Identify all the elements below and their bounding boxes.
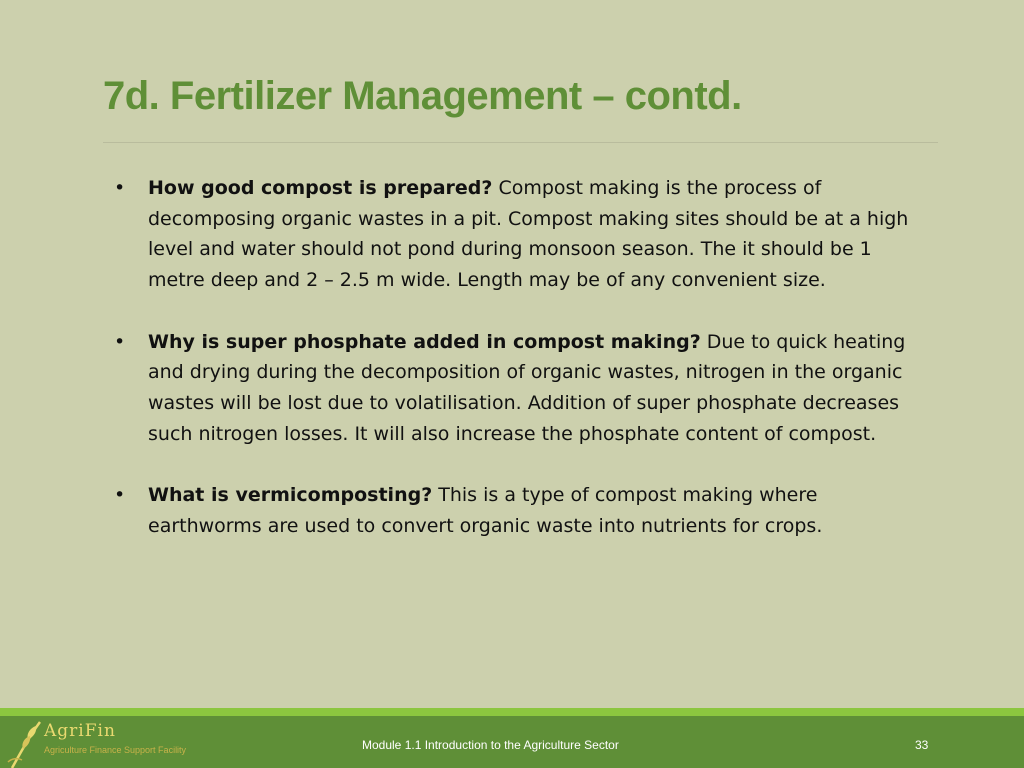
wheat-icon (6, 716, 46, 768)
bullet-item (104, 173, 924, 296)
bullet-question: How good compost is prepared? (148, 177, 493, 199)
title-divider (103, 142, 938, 143)
agrifin-logo (6, 716, 236, 768)
bullet-item (104, 480, 924, 541)
footer-stripe (0, 708, 1024, 716)
bullet-question: Why is super phosphate added in compost making? (148, 330, 701, 353)
bullet-icon: • (114, 484, 126, 506)
footer-bar (0, 716, 1024, 768)
logo-tagline: Agriculture Finance Support Facility (44, 745, 187, 755)
bullet-icon: • (114, 330, 126, 353)
footer-module-text: Module 1.1 Introduction to the Agriculture Sector (362, 738, 619, 752)
bullet-answer: Compost making is the process of decomposing organic wastes in a pit. Compost making sites should be at a high level and water should not pond during monsoon season. The it should be 1 metre deep and 2 – 2.5 m wide. Length may be of any convenient size. (148, 177, 909, 292)
bullet-answer: This is a type of compost making where earthworms are used to convert organic waste into nutrients for crops. (148, 484, 823, 537)
page-number: 33 (915, 738, 929, 752)
bullet-list (104, 173, 924, 541)
bullet-question: What is vermicomposting? (148, 484, 433, 506)
slide-title: 7d. Fertilizer Management – contd. (103, 74, 742, 118)
logo-name: AgriFin (44, 721, 116, 741)
bullet-answer: Due to quick heating and drying during the decomposition of organic wastes, nitrogen in the organic wastes will be lost due to volatilisation. Addition of super phosphate decreases such nitrogen losses. It will also increase the phosphate content of compost. (148, 330, 906, 445)
bullet-icon: • (114, 177, 126, 199)
bullet-item (104, 327, 924, 450)
